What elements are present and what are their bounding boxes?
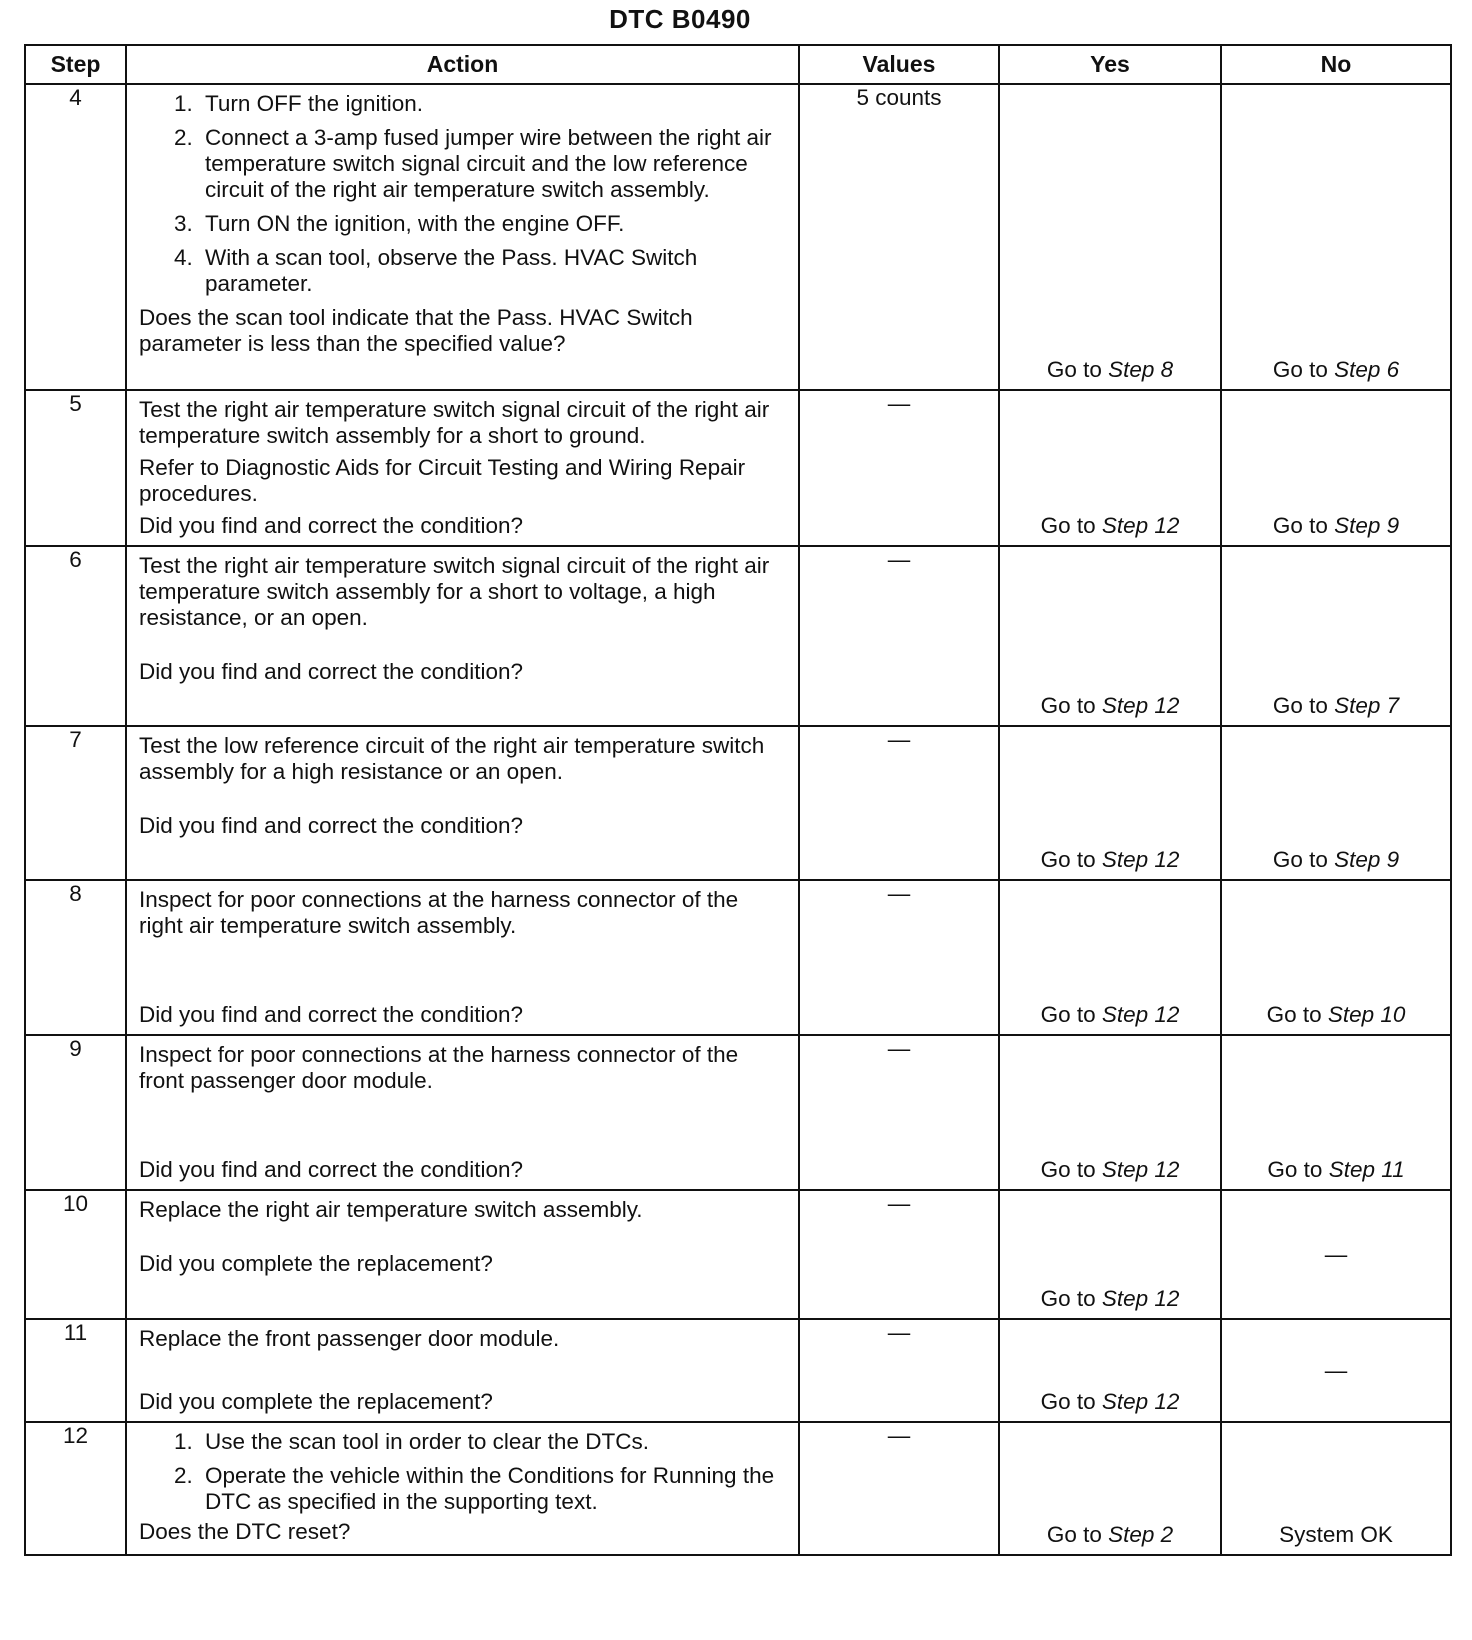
- header-step: Step: [25, 45, 126, 84]
- no-step-link[interactable]: Step 9: [1334, 513, 1400, 538]
- goto-label: Go to: [1267, 1157, 1323, 1182]
- action-text: Replace the front passenger door module.: [139, 1326, 560, 1351]
- goto-label: Go to: [1040, 693, 1096, 718]
- action-cell: [126, 84, 799, 390]
- yes-cell: [999, 1422, 1221, 1555]
- no-step-link[interactable]: Step 10: [1327, 1002, 1406, 1027]
- table-row: [25, 880, 1451, 1035]
- yes-cell: [999, 1190, 1221, 1319]
- no-step-link[interactable]: Step 6: [1334, 357, 1400, 382]
- action-text: Replace the right air temperature switch assembly.: [139, 1197, 643, 1222]
- value-cell: —: [799, 1319, 999, 1422]
- no-step-link[interactable]: Step 11: [1328, 1157, 1405, 1182]
- step-number: 6: [25, 546, 126, 726]
- value-cell: —: [799, 1422, 999, 1555]
- goto-label: Go to: [1046, 1522, 1102, 1547]
- table-row: [25, 726, 1451, 880]
- action-text: Inspect for poor connections at the harness connector of the front passenger door module.: [139, 1042, 739, 1093]
- yes-step-link[interactable]: Step 12: [1101, 513, 1180, 538]
- yes-cell: [999, 880, 1221, 1035]
- table-row: [25, 1319, 1451, 1422]
- yes-step-link[interactable]: Step 12: [1101, 1389, 1180, 1414]
- header-yes: Yes: [999, 45, 1221, 84]
- action-question: Did you find and correct the condition?: [139, 659, 523, 684]
- no-cell: [1221, 1319, 1451, 1422]
- no-cell: [1221, 726, 1451, 880]
- action-note: Refer to Diagnostic Aids for Circuit Testing and Wiring Repair procedures.: [139, 455, 746, 506]
- value-cell: —: [799, 390, 999, 546]
- goto-label: Go to: [1272, 357, 1328, 382]
- page-title: DTC B0490: [609, 4, 751, 34]
- goto-label: Go to: [1040, 847, 1096, 872]
- no-value: —: [1324, 1241, 1348, 1267]
- action-question: Did you complete the replacement?: [139, 1389, 493, 1414]
- yes-step-link[interactable]: Step 12: [1101, 1002, 1180, 1027]
- goto-label: Go to: [1046, 357, 1102, 382]
- yes-step-link[interactable]: Step 12: [1101, 847, 1180, 872]
- yes-cell: [999, 1035, 1221, 1190]
- action-step: 1. Use the scan tool in order to clear the DTCs.: [199, 1429, 788, 1455]
- action-question: Did you find and correct the condition?: [139, 1002, 523, 1027]
- yes-cell: [999, 390, 1221, 546]
- step-number: 12: [25, 1422, 126, 1555]
- value-cell: —: [799, 880, 999, 1035]
- no-cell: [1221, 1035, 1451, 1190]
- header-action: Action: [126, 45, 799, 84]
- yes-step-link[interactable]: Step 12: [1101, 1286, 1180, 1311]
- no-cell: [1221, 84, 1451, 390]
- table-row: [25, 546, 1451, 726]
- goto-label: Go to: [1272, 693, 1328, 718]
- yes-step-link[interactable]: Step 12: [1101, 693, 1180, 718]
- action-cell: [126, 1035, 799, 1190]
- yes-step-link[interactable]: Step 8: [1108, 357, 1174, 382]
- value-cell: —: [799, 726, 999, 880]
- step-number: 5: [25, 390, 126, 546]
- yes-cell: [999, 84, 1221, 390]
- table-row: [25, 1422, 1451, 1555]
- action-question: Does the DTC reset?: [139, 1519, 351, 1544]
- action-cell: [126, 1190, 799, 1319]
- no-cell: [1221, 546, 1451, 726]
- step-number: 10: [25, 1190, 126, 1319]
- value-cell: 5 counts: [799, 84, 999, 390]
- action-question: Did you complete the replacement?: [139, 1251, 493, 1276]
- step-number: 9: [25, 1035, 126, 1190]
- no-cell: [1221, 1422, 1451, 1555]
- action-text: Inspect for poor connections at the harness connector of the right air temperature switch assembly.: [139, 887, 739, 938]
- no-cell: [1221, 1190, 1451, 1319]
- header-row: [25, 45, 1451, 84]
- yes-cell: [999, 546, 1221, 726]
- yes-step-link[interactable]: Step 12: [1101, 1157, 1180, 1182]
- step-number: 4: [25, 84, 126, 390]
- step-number: 11: [25, 1319, 126, 1422]
- goto-label: Go to: [1040, 1389, 1096, 1414]
- goto-label: Go to: [1272, 513, 1328, 538]
- step-number: 7: [25, 726, 126, 880]
- goto-label: Go to: [1266, 1002, 1322, 1027]
- action-steps: [139, 91, 788, 297]
- goto-label: Go to: [1040, 1002, 1096, 1027]
- table-row: [25, 1190, 1451, 1319]
- action-text: Test the low reference circuit of the right air temperature switch assembly for a high resistance or an open.: [139, 733, 765, 784]
- action-cell: [126, 726, 799, 880]
- action-cell: [126, 1422, 799, 1555]
- goto-label: Go to: [1272, 847, 1328, 872]
- action-step: 4. With a scan tool, observe the Pass. HVAC Switch parameter.: [199, 245, 788, 297]
- value-cell: —: [799, 1190, 999, 1319]
- value-cell: —: [799, 1035, 999, 1190]
- action-cell: [126, 1319, 799, 1422]
- no-value: System OK: [1279, 1522, 1393, 1547]
- table-row: [25, 84, 1451, 390]
- value-cell: —: [799, 546, 999, 726]
- header-values: Values: [799, 45, 999, 84]
- no-step-link[interactable]: Step 7: [1334, 693, 1400, 718]
- no-value: —: [1324, 1357, 1348, 1383]
- table-row: [25, 390, 1451, 546]
- action-question: Did you find and correct the condition?: [139, 513, 523, 538]
- yes-cell: [999, 1319, 1221, 1422]
- action-question: Does the scan tool indicate that the Pass. HVAC Switch parameter is less than the specified value?: [139, 305, 693, 356]
- no-cell: [1221, 390, 1451, 546]
- action-question: Did you find and correct the condition?: [139, 813, 523, 838]
- action-cell: [126, 880, 799, 1035]
- no-cell: [1221, 880, 1451, 1035]
- no-step-link[interactable]: Step 9: [1334, 847, 1400, 872]
- step-number: 8: [25, 880, 126, 1035]
- action-step: 1. Turn OFF the ignition.: [199, 91, 788, 117]
- table-row: [25, 1035, 1451, 1190]
- yes-cell: [999, 726, 1221, 880]
- action-text: Test the right air temperature switch signal circuit of the right air temperature switch assembly for a short to ground.: [139, 397, 770, 448]
- goto-label: Go to: [1040, 1157, 1096, 1182]
- yes-step-link[interactable]: Step 2: [1108, 1522, 1174, 1547]
- action-steps: [139, 1429, 788, 1515]
- action-question: Did you find and correct the condition?: [139, 1157, 523, 1182]
- action-cell: [126, 390, 799, 546]
- action-text: Test the right air temperature switch signal circuit of the right air temperature switch assembly for a short to voltage, a high resistance, or an open.: [139, 553, 770, 630]
- goto-label: Go to: [1040, 513, 1096, 538]
- header-no: No: [1221, 45, 1451, 84]
- action-step: 2. Operate the vehicle within the Conditions for Running the DTC as specified in the supporting text.: [199, 1463, 788, 1515]
- action-step: 3. Turn ON the ignition, with the engine OFF.: [199, 211, 788, 237]
- action-cell: [126, 546, 799, 726]
- action-step: 2. Connect a 3-amp fused jumper wire between the right air temperature switch signal circuit and the low reference circuit of the right air temperature switch assembly.: [199, 125, 788, 203]
- goto-label: Go to: [1040, 1286, 1096, 1311]
- dtc-table: [24, 44, 1452, 1556]
